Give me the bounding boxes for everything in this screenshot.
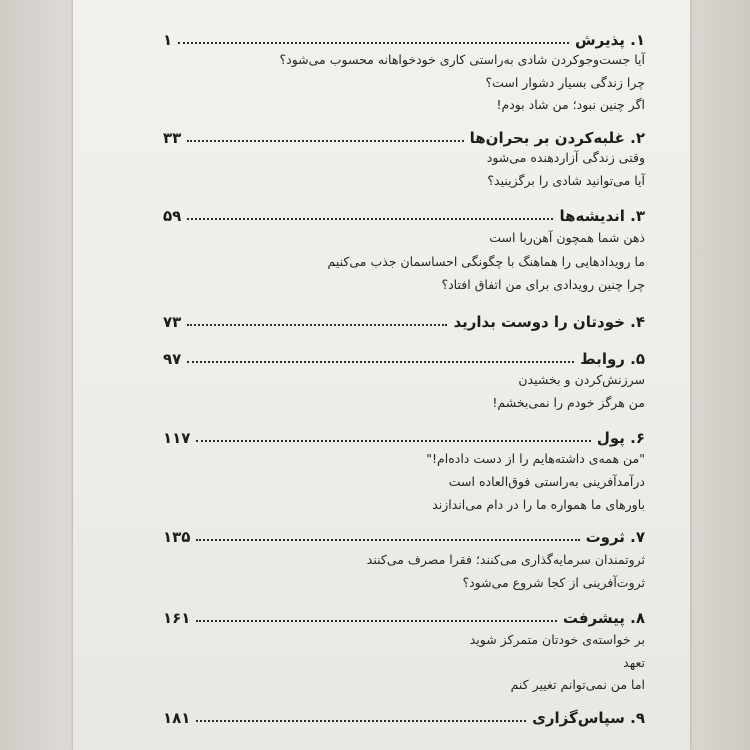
- toc-subitem: من هرگز خودم را نمی‌بخشم!: [492, 395, 645, 410]
- toc-subitem: "من همه‌ی داشته‌هایم را از دست داده‌ام!": [426, 451, 645, 466]
- chapter-heading: [163, 423, 645, 447]
- toc-subitem: آیا می‌توانید شادی را برگزینید؟: [487, 173, 645, 188]
- dot-leader: [196, 619, 556, 622]
- toc-subitem: اگر چنین نبود؛ من شاد بودم!: [496, 97, 645, 112]
- dot-leader: [196, 439, 590, 442]
- chapter-heading: [163, 703, 645, 727]
- toc-subitem: ثروتمندان سرمایه‌گذاری می‌کنند؛ فقرا مصرف می‌کنند: [366, 552, 645, 567]
- toc-subitem: بر خواسته‌ی خودتان متمرکز شوید: [469, 632, 645, 647]
- chapter-page-number: ۱۸۱: [163, 709, 191, 727]
- chapter-page-number: ۱: [163, 31, 173, 49]
- toc-subitem: ذهن شما همچون آهن‌ربا است: [489, 230, 645, 245]
- chapter-title: ۹. سپاس‌گزاری: [532, 709, 645, 727]
- chapter-page-number: ۵۹: [163, 207, 182, 225]
- dot-leader: [187, 217, 553, 220]
- chapter-page-number: ۷۳: [163, 313, 182, 331]
- book-page: [73, 0, 690, 750]
- chapter-page-number: ۱۳۵: [163, 528, 191, 546]
- chapter-page-number: ۳۳: [163, 129, 182, 147]
- chapter-heading: [163, 603, 645, 627]
- chapter-heading: [163, 25, 645, 49]
- toc-subitem: چرا زندگی بسیار دشوار است؟: [485, 75, 645, 90]
- table-of-contents: [163, 0, 645, 750]
- chapter-title: ۷. ثروت: [585, 528, 645, 546]
- toc-subitem: اما من نمی‌توانم تغییر کنم: [510, 677, 645, 692]
- dot-leader: [187, 360, 574, 363]
- chapter-title: ۸. پیشرفت: [562, 609, 645, 627]
- chapter-page-number: ۹۷: [163, 350, 182, 368]
- chapter-heading: [163, 344, 645, 368]
- toc-subitem: درآمدآفرینی به‌راستی فوق‌العاده است: [448, 474, 645, 489]
- toc-subitem: سرزنش‌کردن و بخشیدن: [518, 372, 645, 387]
- toc-subitem: آیا جست‌وجوکردن شادی به‌راستی کاری خودخواهانه محسوب می‌شود؟: [279, 52, 645, 67]
- dot-leader: [178, 41, 569, 44]
- chapter-title: ۶. پول: [596, 429, 645, 447]
- dot-leader: [187, 139, 463, 142]
- chapter-heading: [163, 123, 645, 147]
- toc-subitem: ما رویدادهایی را هماهنگ با چگونگی احساسمان جذب می‌کنیم: [327, 254, 645, 269]
- toc-subitem: تعهد: [623, 655, 645, 670]
- chapter-heading: [163, 201, 645, 225]
- chapter-heading: [163, 522, 645, 546]
- dot-leader: [196, 719, 526, 722]
- toc-subitem: باورهای ما همواره ما را در دام می‌اندازند: [432, 497, 645, 512]
- chapter-page-number: ۱۱۷: [163, 429, 191, 447]
- toc-subitem: ثروت‌آفرینی از کجا شروع می‌شود؟: [462, 575, 645, 590]
- toc-subitem: چرا چنین رویدادی برای من اتفاق افتاد؟: [441, 277, 645, 292]
- toc-subitem: وقتی زندگی آزاردهنده می‌شود: [486, 150, 645, 165]
- chapter-page-number: ۱۶۱: [163, 609, 191, 627]
- dot-leader: [196, 538, 579, 541]
- chapter-title: ۴. خودتان را دوست بدارید: [453, 313, 645, 331]
- chapter-title: ۱. پذیرش: [574, 31, 645, 49]
- chapter-title: ۲. غلبه‌کردن بر بحران‌ها: [469, 129, 645, 147]
- chapter-title: ۵. روابط: [580, 350, 645, 368]
- chapter-title: ۳. اندیشه‌ها: [559, 207, 645, 225]
- chapter-heading: [163, 307, 645, 331]
- dot-leader: [187, 323, 447, 326]
